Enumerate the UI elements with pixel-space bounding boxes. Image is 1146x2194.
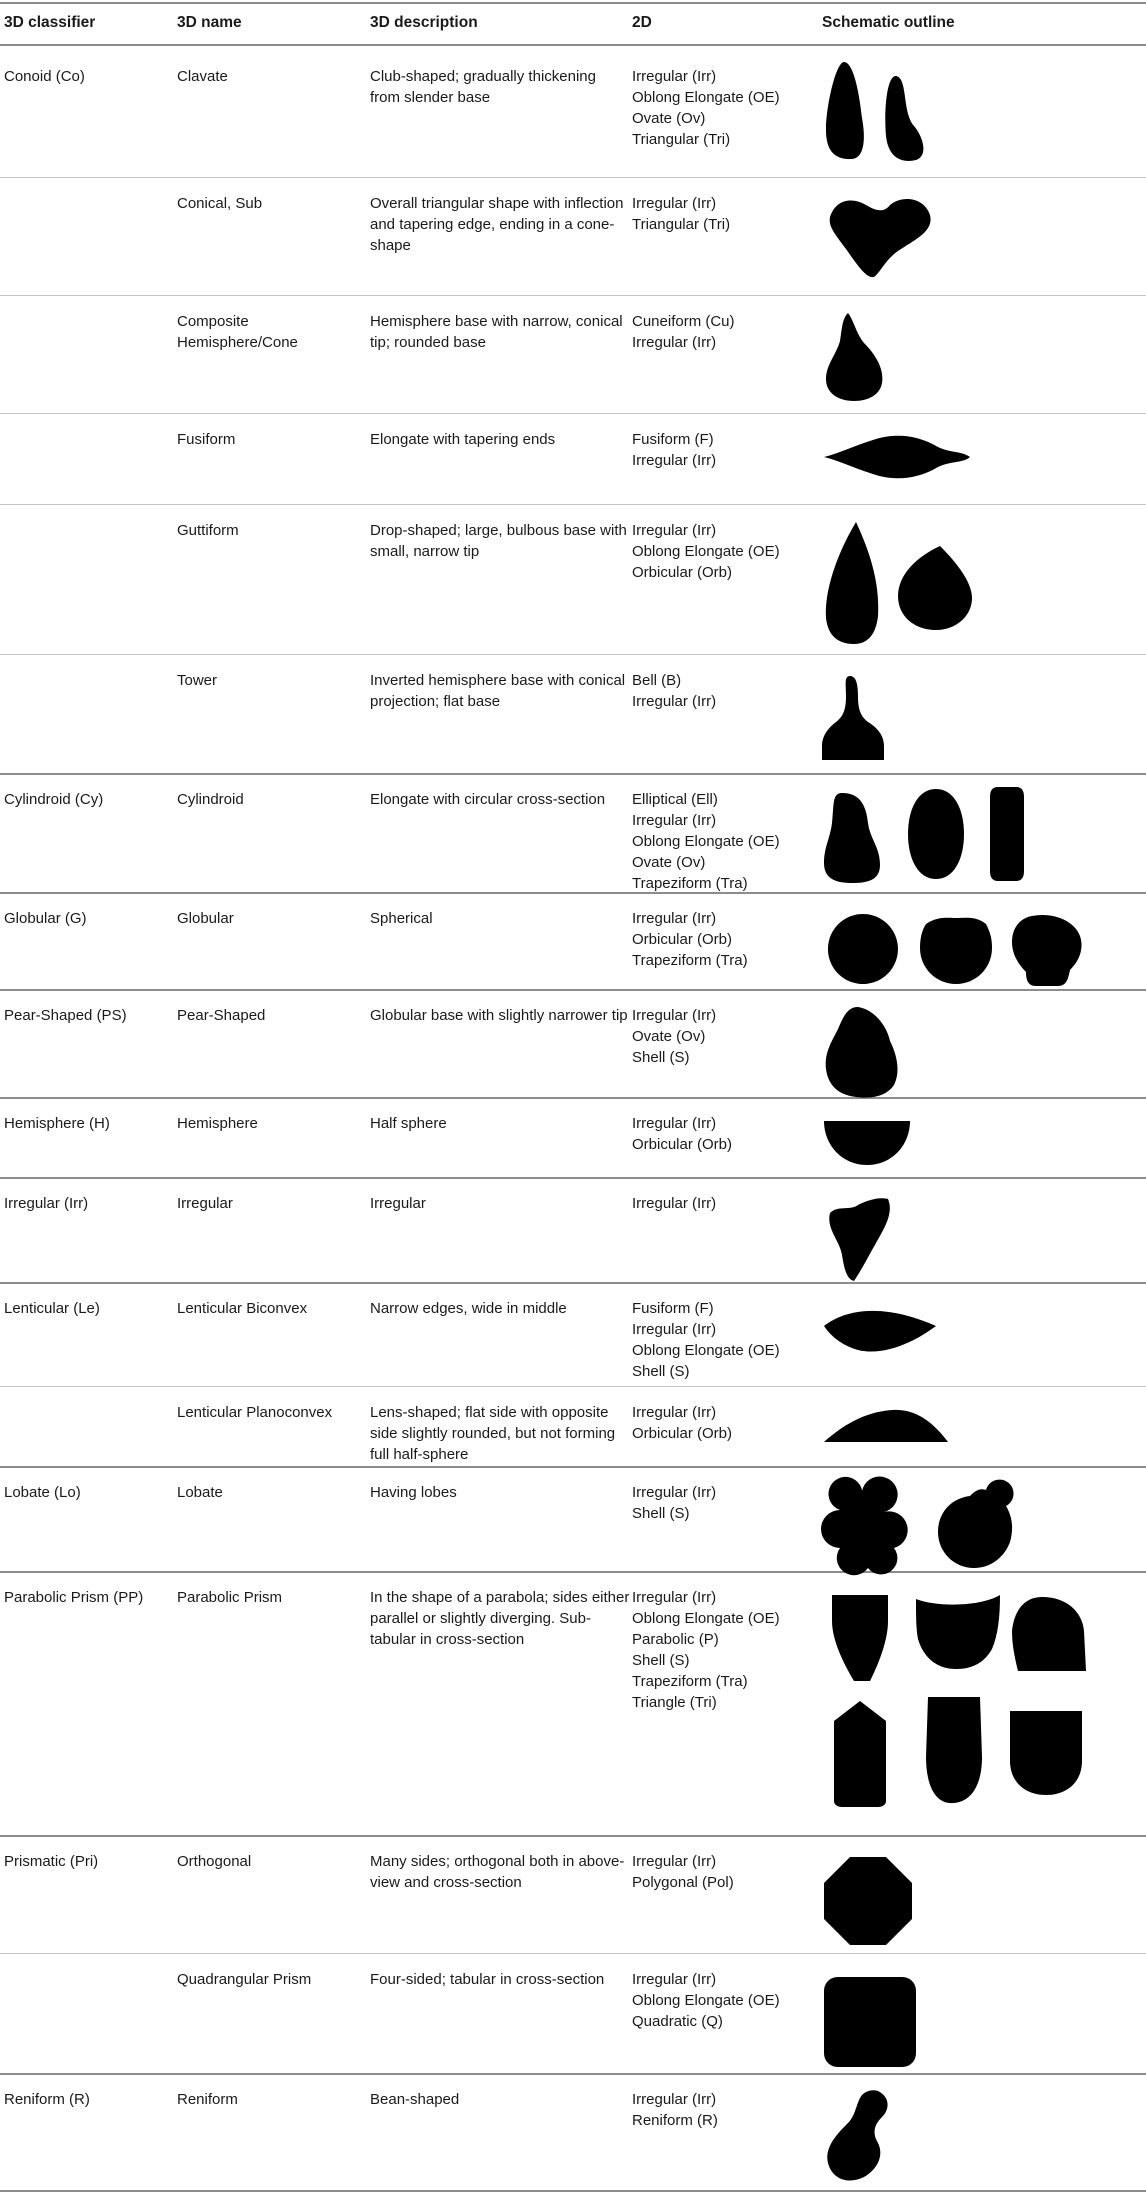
cell-2d-item: Irregular (Irr) — [632, 334, 717, 351]
cell-3d-description: Spherical — [370, 910, 433, 927]
cell-2d-list — [632, 1482, 812, 1524]
cell-2d-item: Trapeziform (Tra) — [632, 875, 748, 892]
cell-3d-classifier: Pear-Shaped (PS) — [4, 1007, 127, 1024]
group-divider — [0, 1835, 1146, 1837]
planoconvex-shape — [822, 1408, 950, 1444]
cell-3d-name: Guttiform — [177, 522, 239, 539]
tower-shape — [822, 674, 884, 760]
cell-2d-list — [632, 520, 812, 583]
cell-3d-name: Composite Hemisphere/Cone — [177, 313, 298, 351]
cell-2d-list — [632, 1005, 812, 1068]
cell-2d-item: Oblong Elongate (OE) — [632, 833, 780, 850]
cell-2d-item: Polygonal (Pol) — [632, 1874, 734, 1891]
group-divider — [0, 892, 1146, 894]
cell-2d-item: Oblong Elongate (OE) — [632, 89, 780, 106]
cell-3d-name: Lobate — [177, 1484, 223, 1501]
cell-2d-list — [632, 670, 812, 712]
cell-3d-name: Lenticular Planoconvex — [177, 1404, 333, 1421]
cell-3d-description: Club-shaped; gradually thickening from slender base — [370, 68, 596, 106]
cell-2d-item: Trapeziform (Tra) — [632, 1673, 748, 1690]
multi-lobe-shape — [822, 1490, 914, 1570]
header-3d-classifier: 3D classifier — [4, 14, 96, 31]
cell-3d-description: Many sides; orthogonal both in above-view and cross-section — [370, 1853, 625, 1891]
group-divider — [0, 1097, 1146, 1099]
cell-3d-description: Irregular — [370, 1195, 426, 1212]
cell-3d-classifier: Prismatic (Pri) — [4, 1853, 99, 1870]
cell-2d-item: Ovate (Ov) — [632, 1028, 706, 1045]
cell-3d-name: Pear-Shaped — [177, 1007, 266, 1024]
row-divider — [0, 1953, 1146, 1954]
cell-2d-item: Irregular (Irr) — [632, 910, 717, 927]
cell-2d-list — [632, 1851, 812, 1893]
cell-2d-item: Shell (S) — [632, 1505, 690, 1522]
cell-3d-description: In the shape of a parabola; sides either parallel or slightly diverging. Sub-tabular in cross-section — [370, 1589, 630, 1648]
row-divider — [0, 177, 1146, 178]
cell-2d-list — [632, 908, 812, 971]
cell-2d-item: Irregular (Irr) — [632, 1115, 717, 1132]
cell-2d-item: Oblong Elongate (OE) — [632, 1610, 780, 1627]
cell-2d-item: Irregular (Irr) — [632, 693, 717, 710]
cell-2d-item: Fusiform (F) — [632, 431, 714, 448]
cell-2d-list — [632, 2089, 812, 2131]
group-divider — [0, 1571, 1146, 1573]
cell-2d-item: Irregular (Irr) — [632, 1321, 717, 1338]
club-shape — [822, 60, 866, 160]
cell-2d-item: Trapeziform (Tra) — [632, 952, 748, 969]
cell-3d-classifier: Irregular (Irr) — [4, 1195, 89, 1212]
irregular-shape — [824, 1195, 894, 1281]
cell-2d-list — [632, 1587, 812, 1713]
cell-2d-list — [632, 1969, 812, 2032]
cell-3d-name: Globular — [177, 910, 234, 927]
cell-2d-item: Irregular (Irr) — [632, 68, 717, 85]
drop-tip-shape — [824, 313, 884, 401]
cell-2d-item: Irregular (Irr) — [632, 1589, 717, 1606]
cell-2d-item: Irregular (Irr) — [632, 452, 717, 469]
cell-3d-classifier: Cylindroid (Cy) — [4, 791, 104, 808]
cell-2d-item: Orbicular (Orb) — [632, 564, 733, 581]
tall-drop-shape — [824, 520, 880, 644]
cell-2d-list — [632, 1113, 812, 1155]
cell-2d-item: Irregular (Irr) — [632, 1195, 717, 1212]
cell-2d-list — [632, 429, 812, 471]
cell-2d-item: Bell (B) — [632, 672, 682, 689]
cell-2d-item: Triangular (Tri) — [632, 216, 731, 233]
lens-shape — [822, 1304, 938, 1356]
cell-3d-description: Bean-shaped — [370, 2091, 460, 2108]
group-divider — [0, 2, 1146, 4]
cell-2d-item: Fusiform (F) — [632, 1300, 714, 1317]
cell-2d-item: Irregular (Irr) — [632, 1007, 717, 1024]
octagon-shape — [824, 1857, 912, 1945]
cell-3d-name: Hemisphere — [177, 1115, 258, 1132]
trapeze-globe-shape — [1010, 914, 1082, 986]
cell-2d-item: Triangle (Tri) — [632, 1694, 717, 1711]
row-divider — [0, 654, 1146, 655]
circle-shape — [828, 914, 898, 984]
rounded-square-shape — [824, 1977, 916, 2067]
group-divider — [0, 2073, 1146, 2075]
bullet-shape — [924, 1697, 982, 1807]
half-disc-shape — [824, 1121, 910, 1165]
cell-3d-description: Elongate with circular cross-section — [370, 791, 606, 808]
cell-2d-item: Elliptical (Ell) — [632, 791, 718, 808]
dome-shape — [1012, 1597, 1086, 1671]
shield-shape — [832, 1595, 888, 1681]
round-drop-shape — [896, 544, 974, 630]
cell-2d-item: Quadratic (Q) — [632, 2013, 723, 2030]
group-divider — [0, 44, 1146, 46]
cell-3d-name: Parabolic Prism — [177, 1589, 283, 1606]
cell-2d-item: Oblong Elongate (OE) — [632, 1342, 780, 1359]
cell-3d-description: Inverted hemisphere base with conical projection; flat base — [370, 672, 626, 710]
cell-3d-classifier: Lobate (Lo) — [4, 1484, 81, 1501]
cell-3d-classifier: Globular (G) — [4, 910, 87, 927]
cell-3d-name: Conical, Sub — [177, 195, 263, 212]
cell-3d-description: Lens-shaped; flat side with opposite side slightly rounded, but not forming full half-sphere — [370, 1404, 616, 1463]
cell-2d-list — [632, 789, 812, 894]
heart-cone-shape — [828, 193, 932, 279]
cell-3d-description: Narrow edges, wide in middle — [370, 1300, 567, 1317]
club-curved-shape — [880, 74, 926, 160]
cell-2d-item: Shell (S) — [632, 1652, 690, 1669]
cell-2d-list — [632, 311, 812, 353]
cell-2d-item: Irregular (Irr) — [632, 1853, 717, 1870]
cell-3d-name: Irregular — [177, 1195, 233, 1212]
group-divider — [0, 989, 1146, 991]
u-block-shape — [1010, 1711, 1082, 1795]
group-divider — [0, 1177, 1146, 1179]
header-3d-description: 3D description — [370, 14, 478, 31]
cell-3d-description: Globular base with slightly narrower tip — [370, 1007, 628, 1024]
cell-2d-item: Orbicular (Orb) — [632, 1425, 733, 1442]
cell-2d-item: Irregular (Irr) — [632, 2091, 717, 2108]
cell-3d-description: Elongate with tapering ends — [370, 431, 556, 448]
capsule-shape — [990, 787, 1024, 881]
cell-2d-item: Irregular (Irr) — [632, 522, 717, 539]
cell-2d-item: Irregular (Irr) — [632, 195, 717, 212]
pear-shape — [824, 1005, 898, 1095]
cell-3d-name: Clavate — [177, 68, 228, 85]
cell-3d-description: Hemisphere base with narrow, conical tip; rounded base — [370, 313, 623, 351]
row-divider — [0, 295, 1146, 296]
single-lobe-shape — [936, 1486, 1014, 1568]
cell-2d-list — [632, 1193, 812, 1214]
cell-2d-list — [632, 1402, 812, 1444]
header-3d-name: 3D name — [177, 14, 242, 31]
cell-3d-name: Reniform — [177, 2091, 238, 2108]
group-divider — [0, 1282, 1146, 1284]
cell-3d-classifier: Reniform (R) — [4, 2091, 90, 2108]
cell-3d-description: Having lobes — [370, 1484, 457, 1501]
cell-2d-list — [632, 66, 812, 150]
cell-3d-description: Half sphere — [370, 1115, 447, 1132]
spindle-shape — [822, 433, 972, 479]
cell-3d-classifier: Parabolic Prism (PP) — [4, 1589, 144, 1606]
cell-3d-classifier: Lenticular (Le) — [4, 1300, 100, 1317]
pointed-bar-shape — [834, 1701, 886, 1807]
cell-3d-classifier: Conoid (Co) — [4, 68, 85, 85]
cell-2d-item: Parabolic (P) — [632, 1631, 719, 1648]
cell-2d-item: Orbicular (Orb) — [632, 931, 733, 948]
cell-2d-item: Oblong Elongate (OE) — [632, 1992, 780, 2009]
cell-2d-item: Irregular (Irr) — [632, 1404, 717, 1421]
cut-circle-shape — [920, 912, 992, 984]
cell-3d-name: Lenticular Biconvex — [177, 1300, 308, 1317]
cell-2d-item: Reniform (R) — [632, 2112, 718, 2129]
row-divider — [0, 413, 1146, 414]
cell-3d-classifier: Hemisphere (H) — [4, 1115, 110, 1132]
cell-2d-item: Shell (S) — [632, 1363, 690, 1380]
cell-2d-item: Oblong Elongate (OE) — [632, 543, 780, 560]
bean-shape — [826, 2089, 892, 2181]
cell-2d-item: Irregular (Irr) — [632, 812, 717, 829]
cell-3d-name: Quadrangular Prism — [177, 1971, 312, 1988]
cell-3d-name: Orthogonal — [177, 1853, 252, 1870]
cell-2d-item: Cuneiform (Cu) — [632, 313, 735, 330]
cell-2d-list — [632, 193, 812, 235]
cell-2d-item: Ovate (Ov) — [632, 854, 706, 871]
cell-2d-item: Irregular (Irr) — [632, 1971, 717, 1988]
cell-3d-name: Fusiform — [177, 431, 236, 448]
cell-3d-description: Four-sided; tabular in cross-section — [370, 1971, 605, 1988]
row-divider — [0, 504, 1146, 505]
scoop-shape — [916, 1595, 1000, 1669]
row-divider — [0, 1386, 1146, 1387]
oval-shape — [908, 789, 964, 879]
cell-3d-description: Drop-shaped; large, bulbous base with small, narrow tip — [370, 522, 627, 560]
cell-2d-item: Irregular (Irr) — [632, 1484, 717, 1501]
cell-3d-name: Cylindroid — [177, 791, 244, 808]
cell-2d-item: Orbicular (Orb) — [632, 1136, 733, 1153]
cell-2d-item: Triangular (Tri) — [632, 131, 731, 148]
bottle-shape — [824, 791, 880, 883]
cell-2d-item: Shell (S) — [632, 1049, 690, 1066]
cell-2d-item: Ovate (Ov) — [632, 110, 706, 127]
header-schematic-outline: Schematic outline — [822, 14, 955, 31]
group-divider — [0, 1466, 1146, 1468]
cell-3d-name: Tower — [177, 672, 218, 689]
cell-3d-description: Overall triangular shape with inflection and tapering edge, ending in a cone-shape — [370, 195, 624, 254]
header-2d: 2D — [632, 14, 652, 31]
cell-2d-list — [632, 1298, 812, 1382]
group-divider — [0, 773, 1146, 775]
group-divider — [0, 2190, 1146, 2192]
